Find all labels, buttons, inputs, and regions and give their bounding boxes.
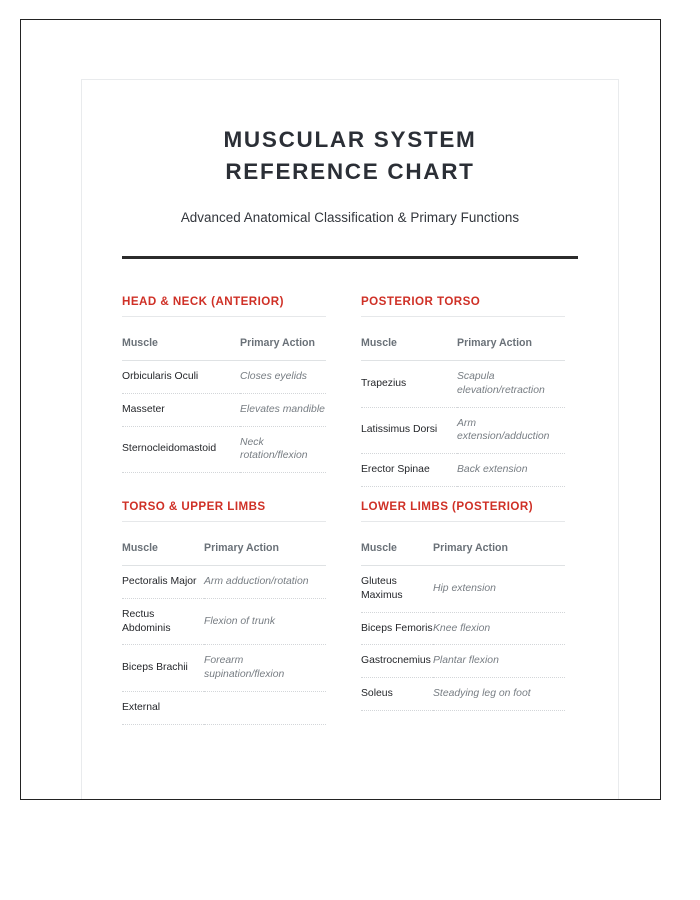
section-divider xyxy=(122,316,326,317)
cell-muscle: Biceps Brachii xyxy=(122,645,204,692)
table-header-row xyxy=(361,331,565,360)
cell-action: Elevates mandible xyxy=(240,393,326,426)
section-divider xyxy=(122,521,326,522)
column-header-muscle: Muscle xyxy=(361,331,457,360)
column-header-action: Primary Action xyxy=(240,331,326,360)
cell-action: Closes eyelids xyxy=(240,360,326,393)
cell-action: Back extension xyxy=(457,454,565,487)
cell-action: Neck rotation/flexion xyxy=(240,426,326,473)
section-title: HEAD & NECK (ANTERIOR) xyxy=(122,294,284,308)
cell-action: Arm adduction/rotation xyxy=(204,565,326,598)
cell-muscle: Gluteus Maximus xyxy=(361,565,433,612)
page-frame xyxy=(20,19,661,800)
section-lower-limbs-posterior xyxy=(361,500,565,738)
cell-action: Forearm supination/flexion xyxy=(204,645,326,692)
table-row xyxy=(361,360,565,407)
cell-muscle: Pectoralis Major xyxy=(122,565,204,598)
muscle-table xyxy=(122,536,326,725)
cell-action: Scapula elevation/retraction xyxy=(457,360,565,407)
column-header-muscle: Muscle xyxy=(122,536,204,565)
table-row xyxy=(122,393,326,426)
section-posterior-torso xyxy=(361,295,565,500)
section-head-neck-anterior xyxy=(122,295,326,500)
document-card xyxy=(81,79,619,800)
cell-muscle: External xyxy=(122,692,204,725)
cell-muscle: Erector Spinae xyxy=(361,454,457,487)
muscle-table xyxy=(361,536,565,711)
cell-muscle: Trapezius xyxy=(361,360,457,407)
column-header-action: Primary Action xyxy=(433,536,565,565)
cell-muscle: Masseter xyxy=(122,393,240,426)
table-row xyxy=(361,565,565,612)
table-header-row xyxy=(122,331,326,360)
page-subtitle: Advanced Anatomical Classification & Primary Functions xyxy=(180,209,520,225)
cell-action: Plantar flexion xyxy=(433,645,565,678)
table-row xyxy=(122,692,326,725)
page-title xyxy=(122,124,578,188)
cell-action: Steadying leg on foot xyxy=(433,678,565,711)
cell-muscle: Orbicularis Oculi xyxy=(122,360,240,393)
sections-grid xyxy=(122,259,578,738)
cell-muscle: Soleus xyxy=(361,678,433,711)
section-title: LOWER LIMBS (POSTERIOR) xyxy=(361,499,534,513)
cell-action: Arm extension/adduction xyxy=(457,407,565,454)
muscle-table xyxy=(122,331,326,473)
cell-muscle: Latissimus Dorsi xyxy=(361,407,457,454)
section-title: POSTERIOR TORSO xyxy=(361,294,481,308)
table-header-row xyxy=(361,536,565,565)
column-header-action: Primary Action xyxy=(457,331,565,360)
cell-muscle: Biceps Femoris xyxy=(361,612,433,645)
cell-action: Hip extension xyxy=(433,565,565,612)
column-header-muscle: Muscle xyxy=(361,536,433,565)
page-title-line-1: MUSCULAR SYSTEM xyxy=(223,127,477,152)
column-header-action: Primary Action xyxy=(204,536,326,565)
cell-action xyxy=(204,692,326,725)
section-torso-upper-limbs xyxy=(122,500,326,738)
table-row xyxy=(361,645,565,678)
table-row xyxy=(361,454,565,487)
table-row xyxy=(361,612,565,645)
cell-muscle: Rectus Abdominis xyxy=(122,598,204,645)
section-divider xyxy=(361,316,565,317)
table-row xyxy=(122,645,326,692)
table-row xyxy=(122,598,326,645)
column-header-muscle: Muscle xyxy=(122,331,240,360)
table-row xyxy=(361,407,565,454)
table-header-row xyxy=(122,536,326,565)
table-row xyxy=(122,565,326,598)
cell-muscle: Sternocleidomastoid xyxy=(122,426,240,473)
cell-action: Flexion of trunk xyxy=(204,598,326,645)
section-divider xyxy=(361,521,565,522)
table-row xyxy=(122,360,326,393)
page-title-line-2: REFERENCE CHART xyxy=(225,158,475,184)
table-row xyxy=(361,678,565,711)
section-title: TORSO & UPPER LIMBS xyxy=(122,499,266,513)
cell-muscle: Gastrocnemius xyxy=(361,645,433,678)
table-row xyxy=(122,426,326,473)
cell-action: Knee flexion xyxy=(433,612,565,645)
muscle-table xyxy=(361,331,565,487)
title-block xyxy=(122,80,578,259)
